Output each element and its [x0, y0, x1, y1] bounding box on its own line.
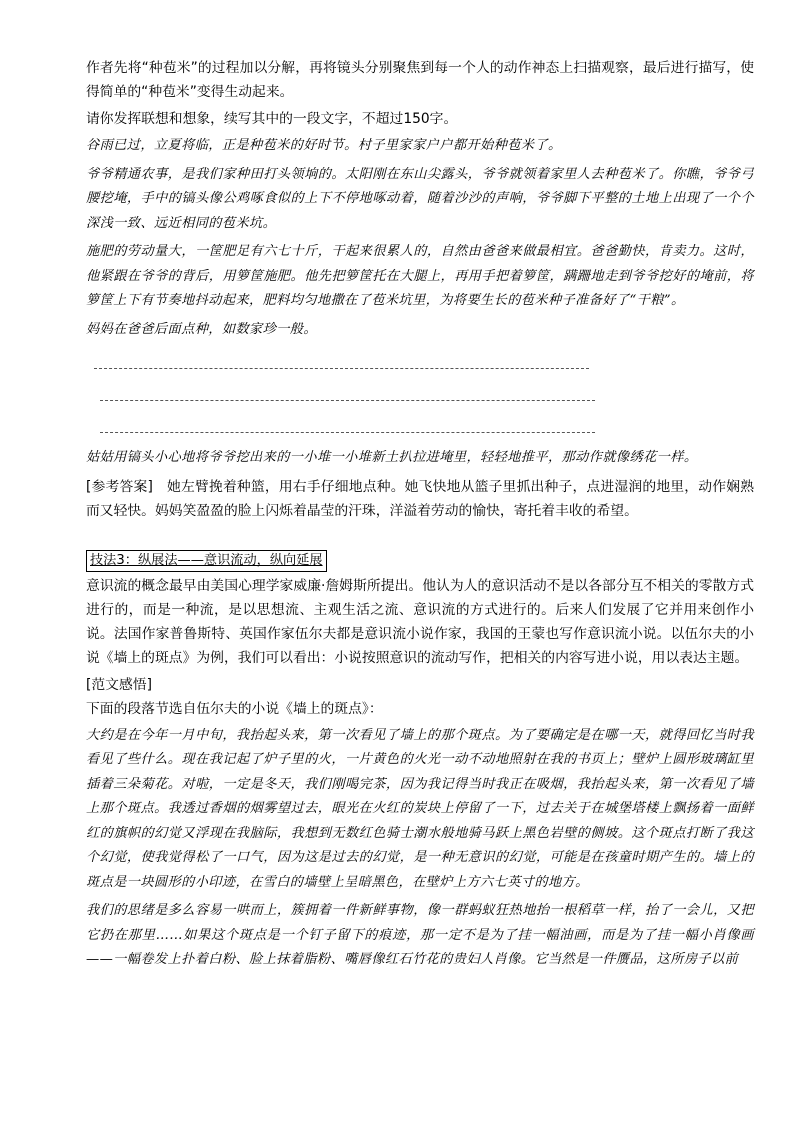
- excerpt-text-1: 大约是在今年一月中旬，我抬起头来，第一次看见了墙上的那个斑点。为了要确定是在哪一天，就得回忆当时我看见了些什么。现在我记起了炉子里的火，一片黄色的火光一动不动地照射在我的书页上；壁炉上圆形玻璃缸里插着三朵菊花。对啦，一定是冬天，我们刚喝完茶，因为我记得当时我正在吸烟，我抬起头来，第一次看见了墙上那个斑点。我透过香烟的烟雾望过去，眼光在火红的炭块上停留了一下，过去关于在城堡塔楼上飘扬着一面鲜红的旗帜的幻觉又浮现在我脑际，我想到无数红色骑士潮水般地骑马跃上黑色岩壁的侧坡。这个斑点打断了我这个幻觉，使我觉得松了一口气，因为这是过去的幻觉，是一种无意识的幻觉，可能是在孩童时期产生的。墙上的斑点是一块圆形的小印迹，在雪白的墙壁上呈暗黑色，在壁炉上方六七英寸的地方。: [86, 727, 754, 890]
- story-paragraph-1: [86, 134, 754, 159]
- intro-text: 作者先将“种苞米”的过程加以分解，再将镜头分别聚焦到每一个人的动作神态上扫描观察，最后进行描写，使得简单的“种苞米”变得生动起来。: [86, 60, 754, 100]
- technique-title: 技法3：纵展法——意识流动，纵向延展: [86, 550, 327, 572]
- model-intro-text: 下面的段落节选自伍尔夫的小说《墙上的斑点》：: [86, 700, 383, 717]
- story-paragraph-4: [86, 318, 754, 343]
- story-text-4: 妈妈在爸爸后面点种，如数家珍一般。: [86, 321, 317, 337]
- story-text-5: 姑姑用镐头小心地将爷爷挖出来的一小堆一小堆新土扒拉进埯里，轻轻地推平，那动作就像绣花一样。: [86, 450, 698, 465]
- reference-answer-text: [参考答案] 她左臂挽着种篮，用右手仔细地点种。她飞快地从篮子里抓出种子，点进湿润的地里，动作娴熟而又轻快。妈妈笑盈盈的脸上闪烁着晶莹的汗珠，洋溢着劳动的愉快，寄托着丰收的希望。: [86, 478, 754, 519]
- excerpt-paragraph-1: [86, 724, 754, 896]
- document-page: [86, 56, 754, 977]
- story-paragraph-2: [86, 163, 754, 237]
- excerpt-paragraph-2: [86, 899, 754, 973]
- model-label-text: [范文感悟]: [86, 676, 152, 693]
- task-text: 请你发挥联想和想象，续写其中的一段文字，不超过150字。: [86, 111, 458, 127]
- technique-paragraph: [86, 574, 754, 670]
- technique-text: 意识流的概念最早由美国心理学家威廉·詹姆斯所提出。他认为人的意识活动不是以各部分互不相关的零散方式进行的，而是一种流，是以思想流、主观生活之流、意识流的方式进行的。后来人们发展了它并用来创作小说。法国作家普鲁斯特、英国作家伍尔夫都是意识流小说作家，我国的王蒙也写作意识流小说。以伍尔夫的小说《墙上的斑点》为例，我们可以看出：小说按照意识的流动写作，把相关的内容写进小说，用以表达主题。: [86, 577, 754, 666]
- story-paragraph-5: [86, 446, 754, 471]
- story-text-3: 施肥的劳动量大，一筐肥足有六七十斤，干起来很累人的，自然由爸爸来做最相宜。爸爸勤快，肯卖力。这时，他紧跟在爷爷的背后，用箩筐施肥。他先把箩筐托在大腿上，再用手把着箩筐，蹒跚地走到爷爷挖好的埯前，将箩筐上下有节奏地抖动起来，肥料均匀地撒在了苞米坑里，为将要生长的苞米种子准备好了“干粮”。: [86, 244, 754, 308]
- story-text-1: 谷雨已过，立夏将临，正是种苞米的好时节。村子里家家户户都开始种苞米了。: [86, 138, 562, 153]
- technique-heading: [86, 548, 754, 572]
- model-intro: [86, 697, 754, 721]
- model-label: [86, 673, 754, 697]
- excerpt-text-2: 我们的思绪是多么容易一哄而上，簇拥着一件新鲜事物，像一群蚂蚁狂热地抬一根稻草一样，抬了一会儿，又把它扔在那里……如果这个斑点是一个钉子留下的痕迹，那一定不是为了挂一幅油画，而是为了挂一幅小肖像画——一幅卷发上扑着白粉、脸上抹着脂粉、嘴唇像红石竹花的贵妇人肖像。它当然是一件赝品，这所房子以前: [86, 903, 754, 967]
- story-paragraph-3: [86, 240, 754, 314]
- task-paragraph: [86, 107, 754, 131]
- reference-answer: [86, 475, 754, 523]
- intro-paragraph: [86, 56, 754, 104]
- story-text-2: 爷爷精通农事，是我们家种田打头领垧的。太阳刚在东山尖露头，爷爷就领着家里人去种苞米了。你瞧，爷爷弓腰挖埯，手中的镐头像公鸡啄食似的上下不停地啄动着，随着沙沙的声响，爷爷脚下平整的土地上出现了一个个深浅一致、远近相同的苞米坑。: [86, 166, 754, 231]
